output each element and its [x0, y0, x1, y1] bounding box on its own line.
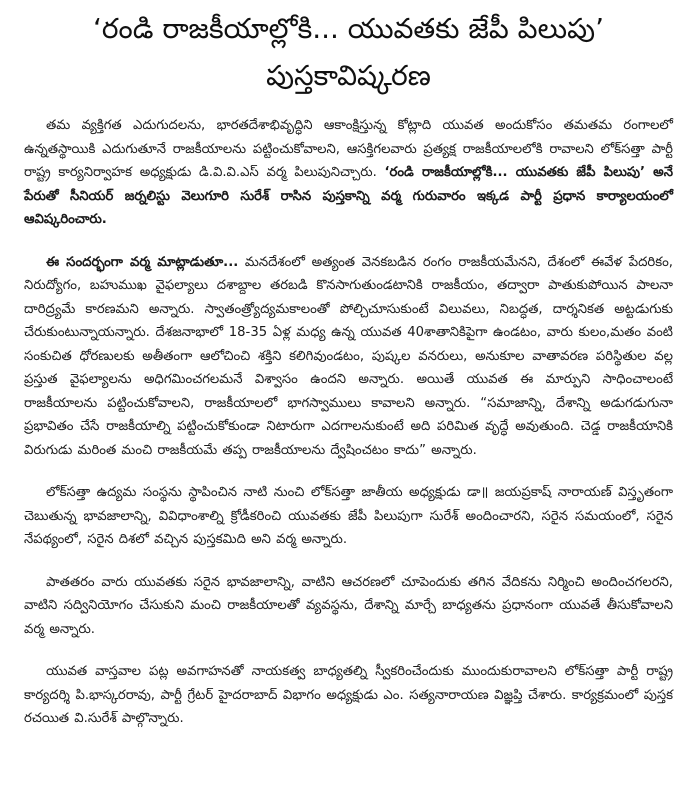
paragraph-2 — [24, 251, 673, 463]
paragraph-1 — [24, 114, 673, 232]
paragraph-5 — [24, 660, 673, 731]
paragraph-4 — [24, 571, 673, 642]
headline-line-2: పుస్తకావిష్కరణ — [266, 59, 431, 92]
paragraph-4-text: పాతతరం వారు యువతకు సరైన భావజాలాన్ని, వాటిని ఆచరణలో చూపెందుకు తగిన వేదికను నిర్మించి అందించగలరని, వాటిని సద్వినియోగం చేసుకుని మంచి రాజకీయాలతో వ్యవస్థను, దేశాన్ని మార్చే బాధ్యతను ప్రధానంగా యువతే తీసుకోవాలని వర్మ అన్నారు. — [24, 574, 673, 637]
paragraph-2-lead: ఈ సందర్భంగా వర్మ మాట్లాడుతూ... — [46, 254, 239, 270]
paragraph-5-text: యువత వాస్తవాల పట్ల అవగాహనతో నాయకత్వ బాధ్యతల్ని స్వీకరించేందుకు ముందుకురావాలని లోక్‌సత్తా పార్టీ రాష్ట్ర కార్యదర్శి పి.భాస్కరరావు, పార్టీ గ్రేటర్ హైదరాబాద్ విభాగం అధ్యక్షుడు ఎం. సత్యనారాయణ విజ్ఞప్తి చేశారు. కార్యక్రమంలో పుస్తక రచయిత వి.సురేశ్ పాల్గొన్నారు. — [24, 664, 673, 726]
headline-line-1: ‘రండి రాజకీయాల్లోకి... యువతకు జేపీ పిలుపు’ — [93, 12, 604, 45]
paragraph-3-text: లోక్‌సత్తా ఉద్యమ సంస్థను స్థాపించిన నాటి నుంచి లోక్‌సత్తా జాతీయ అధ్యక్షుడు డా॥ జయప్రకాష్ నారాయణ్ విస్తృతంగా చెబుతున్న భావజాలాన్ని, వివిధాంశాల్ని క్రోడీకరించి యువతకు జేపీ పిలుపుగా సురేశ్ అందించారని, సరైన సమయంలో, సరైన నేపథ్యంలో, సరైన దిశలో వచ్చిన పుస్తకమిది అని వర్మ అన్నారు. — [24, 485, 673, 547]
paragraph-2-text: మనదేశంలో అత్యంత వెనకబడిన రంగం రాజకీయమేనని, దేశంలో ఈవేళ పేదరికం, నిరుద్యోగం, బహుముఖ వైఫల్యాలు దశాబ్దాల తరబడి కొనసాగుతుండటానికి రాజకీయం, తద్వారా పాతుకుపోయిన పాలనా దారిద్ర్యమే కారణమని అన్నారు. స్వాతంత్ర్యోద్యమకాలంతో పోల్చిచూసుకుంటే విలువలు, నిబద్ధత, దార్శనికత అట్టడుగుకు చేరుకుంటున్నాయన్నారు. దేశజనాభాలో 18-35 ఏళ్ల మధ్య ఉన్న యువత 40శాతానికిపైగా ఉండటం, వారు కులం,మతం వంటి సంకుచిత ధోరణులకు అతీతంగా ఆలోచించి శక్తిని కలిగివుండటం, పుష్కల వనరులు, అనుకూల వాతావరణ పరిస్థితుల వల్ల ప్రస్తుత వైఫల్యాలను అధిగమించగలమనే విశ్వాసం ఉందని అన్నారు. అయితే యువత ఈ మార్పుని సాధించాలంటే రాజకీయాలను పట్టించుకోవాలని, రాజకీయాలలో భాగస్వాములు కావాలని అన్నారు. “సమాజాన్ని, దేశాన్ని అడుగడుగునా ప్రభావితం చేసే రాజకీయాల్ని పట్టించుకోకుండా నిటారుగా ఎదగాలనుకుంటే అది పరిమిత వృద్ధే అవుతుంది. చెడ్డ రాజకీయానికి విరుగుడు మరింత మంచి రాజకీయమే తప్ప రాజకీయాలను ద్వేషించటం కాదు” అన్నారు. — [24, 254, 673, 458]
article-headline — [24, 6, 673, 98]
paragraph-3 — [24, 481, 673, 552]
paragraph-1-text: తమ వ్యక్తిగత ఎదుగుదలను, భారతదేశాభివృద్ధిని ఆకాంక్షిస్తున్న కోట్లాది యువత అందుకోసం తమతమ రంగాలలో ఉన్నతస్థాయికి ఎదుగుతూనే రాజకీయాలను పట్టించుకోవాలని, ఆసక్తిగలవారు ప్రత్యక్ష రాజకీయాలలోకి రావాలని లోక్‌సత్తా పార్టీ రాష్ట్ర కార్యనిర్వాహక అధ్యక్షుడు డి.వి.వి.ఎస్ వర్మ పిలుపునిచ్చారు. — [24, 118, 673, 180]
article-body — [24, 114, 673, 731]
paragraph-1-book-title: ‘రండి రాజకీయాల్లోకి... యువతకు జేపీ పిలుపు’ అనే పేరుతో సీనియర్ జర్నలిస్టు వెలుగూరి సురేశ్ రాసిన పుస్తకాన్ని వర్మ గురువారం ఇక్కడ పార్టీ ప్రధాన కార్యాలయంలో ఆవిష్కరించారు. — [24, 165, 673, 227]
